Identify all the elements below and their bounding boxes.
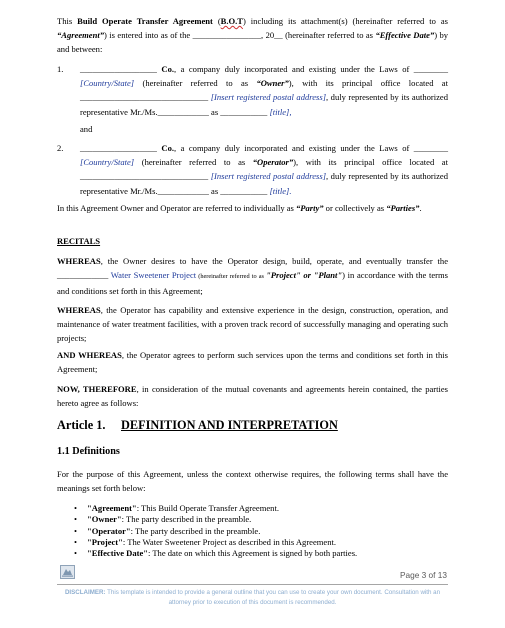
recital-text: , the Owner desires to have the Operator design, build, operate, and eventually transfer the ____________ [57,256,448,281]
owner-term: “Owner” [256,78,289,89]
party-text: (hereinafter referred to as [134,78,257,89]
page-number: Page 3 of 13 [399,570,447,580]
party-text: , duly represented by its authorized representative Mr./Ms.____________ as ___________ [80,171,448,196]
party-2-paragraph [80,141,448,198]
section-heading: 1.1 Definitions [57,446,120,457]
list-item [57,526,448,537]
definition-term: "Effective Date" [87,548,148,559]
definition-text: : The party described in the preamble. [130,525,261,536]
disclaimer-label: DISCLAIMER: [64,589,106,596]
intro-text: ) by and between: [57,30,449,55]
project-terms: "Project" or "Plant" [266,270,343,281]
recital-3 [57,348,448,376]
bullet-icon: • [74,536,77,547]
definition-text: : The party described in the preamble. [121,514,252,525]
list-item [57,514,448,525]
effective-date-term: “Effective Date” [375,30,435,41]
intro-text: including its attachment(s) (hereinafter referred to as [245,16,448,26]
list-item [57,537,448,548]
disclaimer [57,588,448,608]
parties-text: or collectively as [323,203,387,213]
definition-term: "Agreement" [87,503,137,513]
definition-text: : The Water Sweetener Project as described in this Agreement. [122,536,336,547]
bot-abbrev: B.O.T [220,16,243,26]
document-logo-icon [60,565,75,579]
parties-term: “Parties” [386,203,420,213]
definition-term: "Owner" [87,514,122,525]
parties-sentence [57,201,448,215]
article-heading [57,418,338,433]
definitions-intro: For the purpose of this Agreement, unless the context otherwise requires, the following terms shall have the meanings set forth below: [57,469,448,494]
party-text: (hereinafter referred to as [134,157,253,168]
list-item [57,503,448,514]
project-name: Water Sweetener Project [110,270,197,281]
recital-text: , the Operator agrees to perform such services upon the terms and conditions set forth in this Agreement; [57,350,448,375]
party-co: Co. [161,64,174,74]
recitals-heading-text: RECITALS [57,236,101,246]
address-placeholder: [Insert registered postal address] [210,171,327,182]
intro-text: This [57,16,78,26]
agreement-term: “Agreement” [57,30,105,41]
intro-text: ) [243,16,246,26]
recital-2 [57,303,448,346]
recital-lead: WHEREAS [57,305,101,315]
bullet-icon: • [74,503,77,513]
party-2-number: 2. [57,143,64,153]
article-number: Article 1. [57,418,106,432]
country-placeholder: [Country/State] [80,78,135,89]
recital-lead: AND WHEREAS [57,350,122,360]
bullet-icon: • [74,525,77,536]
address-placeholder: [Insert registered postal address] [210,92,327,103]
list-item [57,548,448,559]
title-placeholder: [title], [269,106,292,117]
recital-lead: WHEREAS [57,256,101,266]
party-text: ), with its principal office located at ______________________________ [80,157,448,182]
party-term: “Party” [296,203,324,213]
definition-text: : This Build Operate Transfer Agreement. [136,503,279,513]
recital-text: ) in accordance with the terms and conditions set forth in this Agreement; [57,270,448,297]
article-title: DEFINITION AND INTERPRETATION [121,418,338,432]
party-1-paragraph [80,62,448,119]
party-text: __________________ [80,143,162,153]
intro-text: ( [212,16,221,26]
bullet-icon: • [74,548,77,559]
party-text: , duly represented by its authorized representative Mr./Ms.____________ as ___________ [80,92,448,117]
party-co: Co. [161,143,174,153]
party-text: , a company duly incorporated and existing under the Laws of ________ [174,143,448,153]
and-connector: and [80,124,93,134]
recital-text: , the Operator has capability and extensive experience in the design, construction, operation, and maintenance of water treatment facilities, with a proven track record of successfully managing and operating such projects; [57,305,448,344]
definition-text: : The date on which this Agreement is signed by both parties. [147,548,358,559]
recital-text: , in consideration of the mutual covenants and agreements herein contained, the parties hereto agree as follows: [57,384,448,409]
title-placeholder: [title]. [269,185,292,196]
bullet-icon: • [74,514,77,525]
operator-term: “Operator” [252,157,294,168]
parties-text: In this Agreement Owner and Operator are referred to individually as [57,203,296,213]
party-text: ), with its principal office located at ______________________________ [80,78,448,103]
intro-text: ) is entered into as of the ________________, 20__ (hereinafter referred to as [104,30,376,41]
definition-term: "Project" [87,536,123,547]
recital-small-text: (hereinafter referred to as [196,273,267,281]
recitals-heading [57,234,448,248]
agreement-title: Build Operate Transfer Agreement [77,16,213,26]
definition-term: "Operator" [87,525,131,536]
party-text: __________________ [80,64,162,74]
intro-paragraph [57,14,448,57]
footer-divider [57,584,448,585]
recital-lead: NOW, THEREFORE [57,384,137,394]
parties-text: . [419,203,422,213]
recital-4 [57,382,448,410]
disclaimer-text: This template is intended to provide a general outline that you can use to create your own document. Consultation with an attorney prior to execution of this document is recommended. [105,589,441,606]
country-placeholder: [Country/State] [80,157,135,168]
party-1-number: 1. [57,64,64,74]
definitions-list [57,503,448,559]
party-text: , a company duly incorporated and existing under the Laws of ________ [174,64,448,74]
recital-1 [57,254,448,299]
